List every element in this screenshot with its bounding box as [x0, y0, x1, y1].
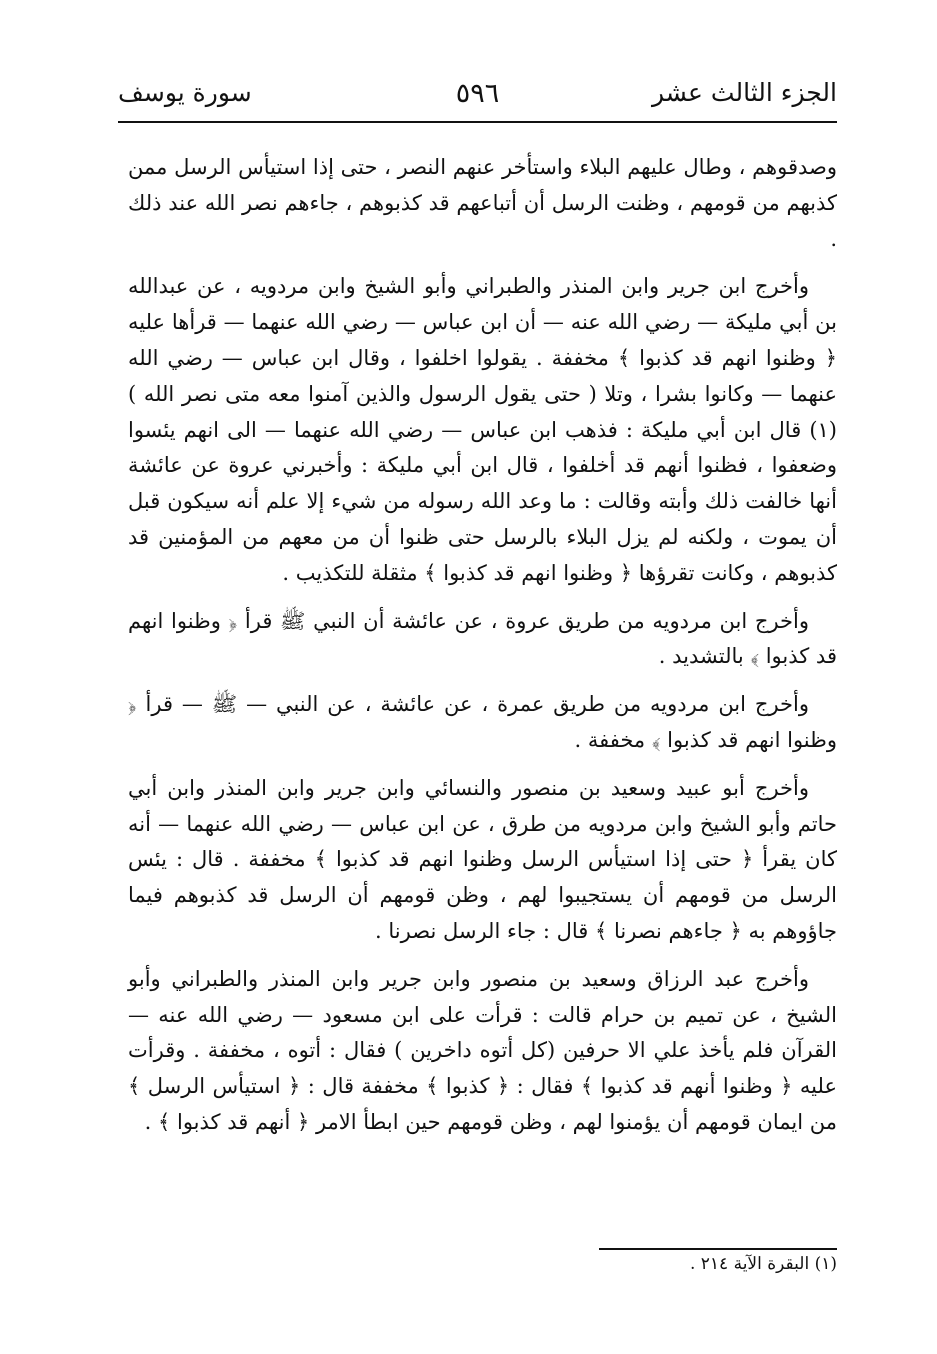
footnote: (١) البقرة الآية ٢١٤ . [689, 1254, 837, 1274]
body-text [128, 150, 837, 1153]
footnote-rule [599, 1248, 837, 1250]
surah-title: سورة يوسف [118, 78, 252, 107]
paragraph: وأخرج ابن مردويه من طريق عروة ، عن عائشة أن النبي ﷺ قرأ ﴿ وظنوا انهم قد كذبوا ﴾ بالتشديد . [128, 608, 837, 669]
paragraph: وأخرج ابن مردويه من طريق عمرة ، عن عائشة ، عن النبي — ﷺ — قرأ ﴿ وظنوا انهم قد كذبوا ﴾ مخففة . [128, 692, 837, 752]
paragraph-continued: وصدقوهم ، وطال عليهم البلاء واستأخر عنهم النصر ، حتى إذا استيأس الرسل ممن كذبهم من قومهم ، وظنت الرسل أن أتباعهم قد كذبوهم ، جاءهم نصر الله عند ذلك . [128, 155, 837, 251]
part-title: الجزء الثالث عشر [651, 78, 837, 107]
paragraph: وأخرج ابن جرير وابن المنذر والطبراني وأبو الشيخ وابن مردويه ، عن عبدالله بن أبي مليكة — رضي الله عنه — أن ابن عباس — رضي الله عنهما — قرأها عليه ﴿ وظنوا انهم قد كذبوا ﴾ مخففة . يقولوا اخلفوا ، وقال ابن عباس — رضي الله عنهما — وكانوا بشرا ، وتلا ( حتى يقول الرسول والذين آمنوا معه متى نصر الله )(١) قال ابن أبي مليكة : فذهب ابن عباس — رضي الله عنهما — الى انهم يئسوا وضعفوا ، فظنوا أنهم قد أخلفوا ، قال ابن أبي مليكة : وأخبرني عروة عن عائشة أنها خالفت ذلك وأبته وقالت : ما وعد الله رسوله من شيء إلا علم أنه سيكون قبل أن يموت ، ولكنه لم يزل البلاء بالرسل حتى ظنوا أن من معهم من المؤمنين قد كذبوهم ، وكانت تقرؤها ﴿ وظنوا انهم قد كذبوا ﴾ مثقلة للتكذيب . [128, 274, 837, 585]
page-header [118, 78, 837, 118]
paragraph: وأخرج أبو عبيد وسعيد بن منصور والنسائي وابن جرير وابن المنذر وابن أبي حاتم وأبو الشيخ وابن مردويه من طرق ، عن ابن عباس — رضي الله عنهما — أنه كان يقرأ ﴿ حتى إذا استيأس الرسل وظنوا انهم قد كذبوا ﴾ مخففة . قال : يئس الرسل من قومهم أن يستجيبوا لهم ، وظن قومهم أن الرسل قد كذبوهم فيما جاؤوهم به ﴿ جاءهم نصرنا ﴾ قال : جاء الرسل نصرنا . [128, 775, 837, 943]
page-number: ٥٩٦ [455, 78, 500, 109]
header-rule [118, 121, 837, 123]
paragraph: وأخرج عبد الرزاق وسعيد بن منصور وابن جرير وابن المنذر والطبراني وأبو الشيخ ، عن تميم بن حرام قالت : قرأت على ابن مسعود — رضي الله عنه — القرآن فلم يأخذ علي الا حرفين (كل أتوه داخرين ) فقال : أتوه ، مخففة . وقرأت عليه ﴿ وظنوا أنهم قد كذبوا ﴾ فقال : ﴿ كذبوا ﴾ مخففة قال : ﴿ استيأس الرسل ﴾ من ايمان قومهم أن يؤمنوا لهم ، وظن قومهم حين ابطأ الامر ﴿ أنهم قد كذبوا ﴾ . [128, 966, 837, 1134]
